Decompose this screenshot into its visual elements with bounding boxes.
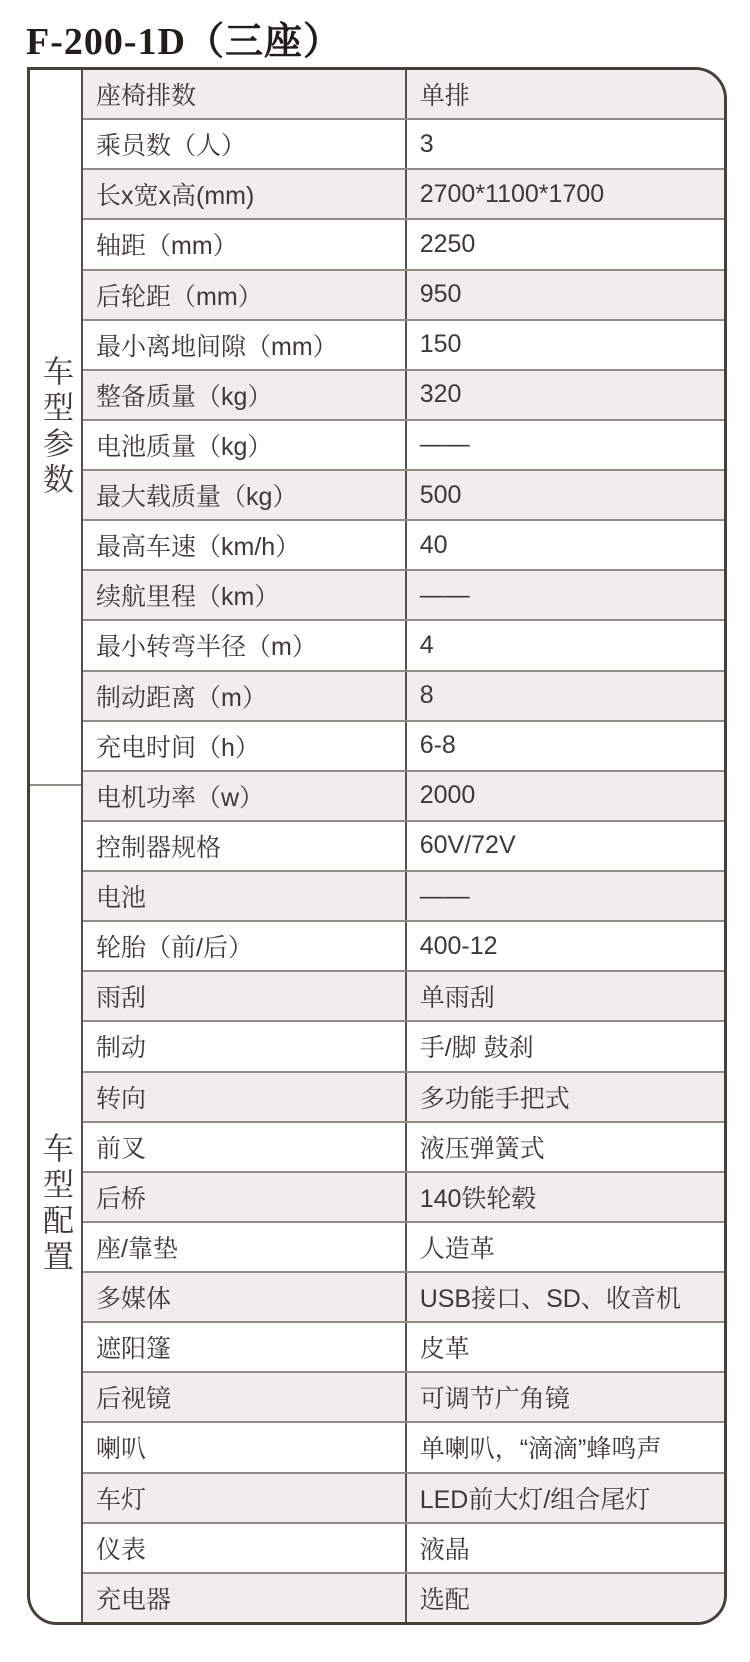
spec-row: [83, 1022, 724, 1072]
spec-value: 40: [419, 530, 448, 559]
spec-row: [83, 321, 724, 371]
spec-value: 150: [419, 330, 462, 359]
spec-row: [83, 120, 724, 170]
spec-value: 60V/72V: [419, 831, 516, 860]
spec-row: [83, 1524, 724, 1574]
spec-value: 液压弹簧式: [419, 1134, 545, 1163]
spec-value: 320: [419, 380, 462, 409]
spec-key: 整备质量（kg）: [83, 371, 407, 419]
sidebar-section-config: [30, 786, 81, 1622]
spec-key: 喇叭: [83, 1423, 407, 1471]
spec-value: 4: [419, 630, 434, 659]
spec-row: [83, 822, 724, 872]
spec-key: 电池: [83, 872, 407, 920]
spec-row: [83, 170, 724, 220]
sidebar-section-params: [30, 70, 81, 786]
spec-key: 仪表: [83, 1524, 407, 1572]
spec-table: [27, 67, 727, 1625]
spec-key: 乘员数（人）: [83, 120, 407, 168]
spec-key: 充电时间（h）: [83, 722, 407, 770]
spec-value: 人造革: [419, 1234, 495, 1263]
spec-row: [83, 421, 724, 471]
spec-row: [83, 672, 724, 722]
spec-key: 轮胎（前/后）: [83, 922, 407, 970]
spec-row: [83, 1273, 724, 1323]
spec-row: [83, 571, 724, 621]
spec-key: 控制器规格: [83, 822, 407, 870]
spec-key: 后桥: [83, 1173, 407, 1221]
spec-row: [83, 772, 724, 822]
spec-key: 车灯: [83, 1474, 407, 1522]
spec-key: 制动距离（m）: [83, 672, 407, 720]
model-title: F-200-1D（三座）: [26, 21, 342, 63]
spec-row: [83, 922, 724, 972]
spec-key: 座椅排数: [83, 70, 407, 118]
spec-key: 最高车速（km/h）: [83, 521, 407, 569]
spec-value: USB接口、SD、收音机: [419, 1285, 681, 1314]
spec-row: [83, 872, 724, 922]
spec-value: 8: [419, 681, 434, 710]
spec-key: 遮阳篷: [83, 1323, 407, 1371]
spec-key: 转向: [83, 1073, 407, 1121]
spec-key: 最大载质量（kg）: [83, 471, 407, 519]
table-sidebar: [30, 70, 83, 1622]
spec-key: 后轮距（mm）: [83, 271, 407, 319]
spec-key: 电机功率（w）: [83, 772, 407, 820]
sidebar-section-label: 车型参数: [38, 354, 73, 499]
spec-value: 2700*1100*1700: [419, 179, 605, 208]
spec-value: 6-8: [419, 731, 456, 760]
spec-key: 制动: [83, 1022, 407, 1070]
spec-value: 皮革: [419, 1335, 470, 1364]
spec-key: 最小转弯半径（m）: [83, 621, 407, 669]
spec-value: ——: [419, 430, 470, 459]
spec-value: 2000: [419, 781, 476, 810]
spec-row: [83, 972, 724, 1022]
spec-value: LED前大灯/组合尾灯: [419, 1485, 651, 1514]
spec-row: [83, 1423, 724, 1473]
spec-row: [83, 70, 724, 120]
spec-row: [83, 1474, 724, 1524]
spec-value: 950: [419, 280, 462, 309]
spec-row: [83, 220, 724, 270]
spec-value: 液晶: [419, 1535, 470, 1564]
spec-key: 长x宽x高(mm): [83, 170, 407, 218]
spec-row: [83, 371, 724, 421]
spec-value: 单喇叭，“滴滴”蜂鸣声: [419, 1435, 662, 1464]
spec-value: 2250: [419, 229, 476, 258]
spec-row: [83, 521, 724, 571]
spec-key: 续航里程（km）: [83, 571, 407, 619]
spec-key: 最小离地间隙（mm）: [83, 321, 407, 369]
spec-row: [83, 722, 724, 772]
spec-row: [83, 1574, 724, 1622]
spec-row: [83, 621, 724, 671]
spec-key: 前叉: [83, 1123, 407, 1171]
spec-value: 3: [419, 129, 434, 158]
sidebar-section-label: 车型配置: [38, 1131, 73, 1276]
spec-value: ——: [419, 881, 470, 910]
spec-row: [83, 1373, 724, 1423]
spec-row: [83, 271, 724, 321]
table-rows: [83, 70, 724, 1622]
spec-value: 选配: [419, 1585, 470, 1614]
spec-row: [83, 471, 724, 521]
spec-value: 140铁轮毂: [419, 1184, 537, 1213]
spec-value: 400-12: [419, 931, 498, 960]
spec-value: 500: [419, 480, 462, 509]
spec-key: 充电器: [83, 1574, 407, 1622]
spec-key: 轴距（mm）: [83, 220, 407, 268]
spec-value: ——: [419, 580, 470, 609]
spec-row: [83, 1073, 724, 1123]
spec-row: [83, 1223, 724, 1273]
spec-value: 单雨刮: [419, 984, 495, 1013]
spec-value: 单排: [419, 82, 470, 111]
spec-key: 雨刮: [83, 972, 407, 1020]
spec-value: 可调节广角镜: [419, 1385, 570, 1414]
spec-key: 座/靠垫: [83, 1223, 407, 1271]
spec-value: 手/脚 鼓刹: [419, 1034, 534, 1063]
spec-value: 多功能手把式: [419, 1084, 570, 1113]
spec-key: 后视镜: [83, 1373, 407, 1421]
spec-key: 多媒体: [83, 1273, 407, 1321]
spec-row: [83, 1323, 724, 1373]
spec-row: [83, 1123, 724, 1173]
spec-key: 电池质量（kg）: [83, 421, 407, 469]
spec-row: [83, 1173, 724, 1223]
